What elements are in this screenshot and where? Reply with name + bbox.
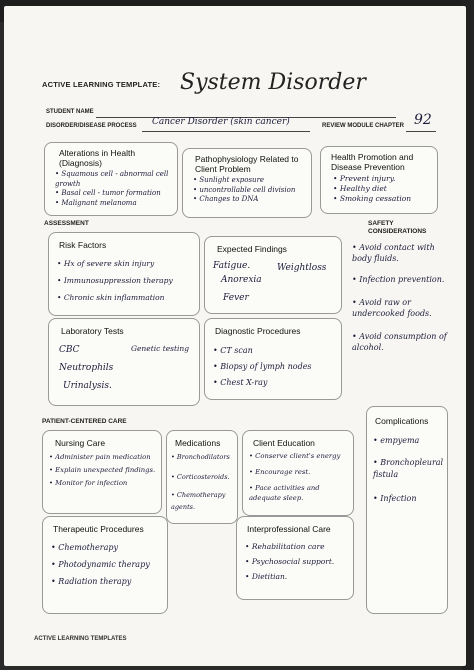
list-item[interactable]: • Photodynamic therapy bbox=[51, 556, 167, 573]
nursing-care-list bbox=[49, 451, 161, 490]
list-item[interactable]: • Administer pain medication bbox=[49, 451, 161, 464]
lab-neutrophils[interactable]: Neutrophils bbox=[59, 363, 114, 373]
finding-weightloss[interactable]: Weightloss bbox=[277, 263, 327, 273]
list-item[interactable]: • CT scan bbox=[213, 343, 341, 359]
list-item[interactable]: • Radiation therapy bbox=[51, 573, 167, 590]
list-item[interactable]: • Avoid contact with body fluids. bbox=[352, 242, 448, 264]
interprofessional-care-box bbox=[236, 516, 354, 600]
risk-factors-title: Risk Factors bbox=[59, 240, 107, 250]
list-item[interactable]: • Explain unexpected findings. bbox=[49, 464, 161, 477]
finding-fever[interactable]: Fever bbox=[223, 293, 249, 303]
alterations-list bbox=[55, 170, 177, 208]
list-item[interactable]: • Basal cell - tumor formation bbox=[55, 189, 177, 199]
lab-cbc[interactable]: CBC bbox=[59, 345, 80, 355]
list-item[interactable]: • Chemotherapy bbox=[51, 539, 167, 556]
alterations-box bbox=[44, 142, 178, 216]
template-label: ACTIVE LEARNING TEMPLATE: bbox=[42, 80, 161, 89]
finding-anorexia[interactable]: Anorexia bbox=[221, 275, 262, 285]
nursing-care-title: Nursing Care bbox=[55, 438, 106, 448]
finding-fatigue[interactable]: Fatigue. bbox=[213, 261, 251, 271]
list-item[interactable]: • Healthy diet bbox=[333, 184, 437, 194]
expected-findings-box bbox=[204, 236, 342, 314]
alterations-title: Alterations in Health (Diagnosis) bbox=[59, 148, 136, 168]
review-underline bbox=[406, 130, 436, 132]
disorder-field[interactable]: Cancer Disorder (skin cancer) bbox=[152, 117, 290, 127]
assessment-section-label: ASSESSMENT bbox=[44, 220, 89, 227]
worksheet-page bbox=[4, 6, 466, 666]
laboratory-tests-title: Laboratory Tests bbox=[61, 326, 124, 336]
therapeutic-procedures-list bbox=[51, 539, 167, 590]
medications-box bbox=[166, 430, 238, 524]
review-chapter-field[interactable]: 92 bbox=[414, 112, 432, 128]
list-item[interactable]: • Rehabilitation care bbox=[245, 539, 353, 554]
list-item[interactable]: • Pace activities and adequate sleep. bbox=[249, 483, 353, 503]
template-title: System Disorder bbox=[180, 70, 366, 95]
therapeutic-procedures-title: Therapeutic Procedures bbox=[53, 524, 144, 534]
health-promotion-list bbox=[333, 174, 437, 204]
medications-list bbox=[171, 451, 237, 513]
lab-genetic-testing[interactable]: Genetic testing bbox=[131, 344, 190, 353]
list-item[interactable]: • Conserve client's energy bbox=[249, 451, 353, 461]
list-item[interactable]: • Changes to DNA bbox=[193, 195, 311, 205]
list-item[interactable]: • Bronchodilators bbox=[171, 451, 237, 463]
list-item[interactable]: • Chest X-ray bbox=[213, 375, 341, 391]
interprofessional-care-title: Interprofessional Care bbox=[247, 524, 331, 534]
pathophysiology-title: Pathophysiology Related to Client Problem bbox=[195, 154, 299, 174]
list-item[interactable]: • Psychosocial support. bbox=[245, 554, 353, 569]
list-item[interactable]: • Bronchopleural fistula bbox=[373, 457, 447, 481]
list-item[interactable]: • Corticosteroids. bbox=[171, 471, 237, 483]
list-item[interactable]: • Chronic skin inflammation bbox=[57, 289, 199, 306]
therapeutic-procedures-box bbox=[42, 516, 168, 614]
laboratory-tests-box bbox=[48, 318, 200, 406]
list-item[interactable]: • Smoking cessation bbox=[333, 194, 437, 204]
disorder-label: DISORDER/DISEASE PROCESS bbox=[46, 123, 137, 129]
client-education-list bbox=[249, 451, 353, 503]
nursing-care-box bbox=[42, 430, 162, 514]
client-education-title: Client Education bbox=[253, 438, 315, 448]
list-item[interactable]: • Chemotherapy agents. bbox=[171, 489, 237, 513]
diagnostic-procedures-title: Diagnostic Procedures bbox=[215, 326, 301, 336]
health-promotion-box bbox=[320, 146, 438, 214]
health-promotion-title: Health Promotion and Disease Prevention bbox=[331, 152, 414, 172]
student-name-label: STUDENT NAME bbox=[46, 109, 94, 115]
list-item[interactable]: • empyema bbox=[373, 435, 447, 447]
pathophysiology-list bbox=[193, 176, 311, 205]
list-item[interactable]: • Sunlight exposure bbox=[193, 176, 311, 186]
complications-title: Complications bbox=[375, 416, 429, 426]
patient-care-section-label: PATIENT-CENTERED CARE bbox=[42, 418, 127, 425]
list-item[interactable]: • Infection bbox=[373, 493, 447, 505]
medications-title: Medications bbox=[175, 438, 221, 448]
pathophysiology-box bbox=[182, 148, 312, 218]
expected-findings-title: Expected Findings bbox=[217, 244, 287, 254]
client-education-box bbox=[242, 430, 354, 516]
list-item[interactable]: • Monitor for infection bbox=[49, 477, 161, 490]
list-item[interactable]: • Biopsy of lymph nodes bbox=[213, 359, 341, 375]
list-item[interactable]: • Prevent injury. bbox=[333, 174, 437, 184]
safety-section-label: SAFETY CONSIDERATIONS bbox=[368, 220, 427, 235]
list-item[interactable]: • Encourage rest. bbox=[249, 467, 353, 477]
diagnostic-procedures-box bbox=[204, 318, 342, 400]
list-item[interactable]: • Hx of severe skin injury bbox=[57, 255, 199, 272]
list-item[interactable]: • Avoid consumption of alcohol. bbox=[352, 331, 448, 353]
risk-factors-box bbox=[48, 232, 200, 316]
list-item[interactable]: • Dietitian. bbox=[245, 569, 353, 584]
list-item[interactable]: • Avoid raw or undercooked foods. bbox=[352, 297, 448, 319]
safety-list bbox=[352, 242, 448, 353]
list-item[interactable]: • uncontrollable cell division bbox=[193, 186, 311, 196]
review-chapter-label: REVIEW MODULE CHAPTER bbox=[322, 123, 405, 129]
disorder-underline bbox=[142, 130, 310, 132]
lab-urinalysis[interactable]: Urinalysis. bbox=[63, 381, 112, 391]
list-item[interactable]: • Squamous cell - abnormal cell growth bbox=[55, 170, 177, 189]
list-item[interactable]: • Immunosuppression therapy bbox=[57, 272, 199, 289]
footer-label: ACTIVE LEARNING TEMPLATES bbox=[34, 636, 127, 642]
list-item[interactable]: • Infection prevention. bbox=[352, 274, 448, 285]
risk-factors-list bbox=[57, 255, 199, 306]
list-item[interactable]: • Malignant melanoma bbox=[55, 199, 177, 209]
diagnostic-procedures-list bbox=[213, 343, 341, 391]
complications-list bbox=[373, 435, 447, 505]
complications-box bbox=[366, 406, 448, 614]
interprofessional-care-list bbox=[245, 539, 353, 584]
